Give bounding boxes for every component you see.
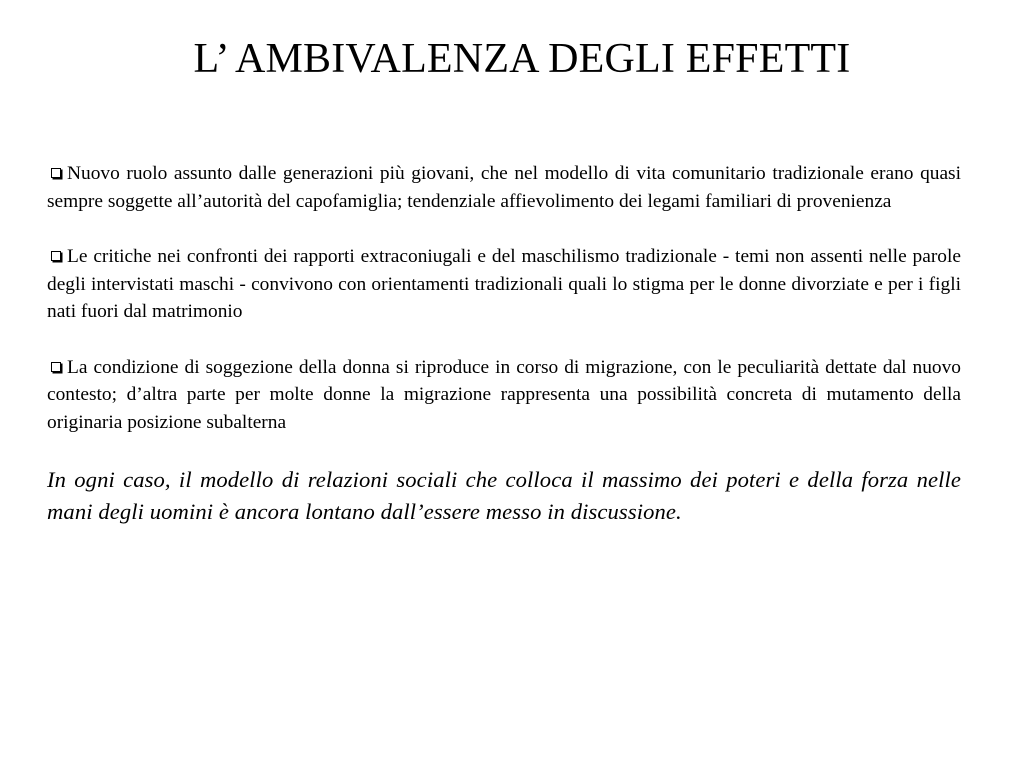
bullet-item [47,160,961,215]
bullet-item [47,243,961,326]
slide-content [47,160,961,528]
checkbox-square-icon [51,251,61,261]
bullet-text: Le critiche nei confronti dei rapporti extraconiugali e del maschilismo tradizionale - temi non assenti nelle parole degli intervistati maschi - convivono con orientamenti tradizionali quali lo stigma per le donne divorziate e per i figli nati fuori dal matrimonio [47,246,961,322]
conclusion-text: In ogni caso, il modello di relazioni sociali che colloca il massimo dei poteri e della forza nelle mani degli uomini è ancora lontano dall’essere messo in discussione. [47,467,961,524]
bullet-text: La condizione di soggezione della donna si riproduce in corso di migrazione, con le peculiarità dettate dal nuovo contesto; d’altra parte per molte donne la migrazione rappresenta una possibilità concreta di mutamento della originaria posizione subalterna [47,356,961,433]
slide-title: L’ AMBIVALENZA DEGLI EFFETTI [193,36,851,82]
checkbox-square-icon [51,362,61,372]
bullet-text: Nuovo ruolo assunto dalle generazioni più giovani, che nel modello di vita comunitario tradizionale erano quasi sempre soggette all’autorità del capofamiglia; tendenziale affievolimento dei legami familiari di provenienza [47,163,961,212]
checkbox-square-icon [51,168,61,178]
bullet-item [47,354,961,437]
